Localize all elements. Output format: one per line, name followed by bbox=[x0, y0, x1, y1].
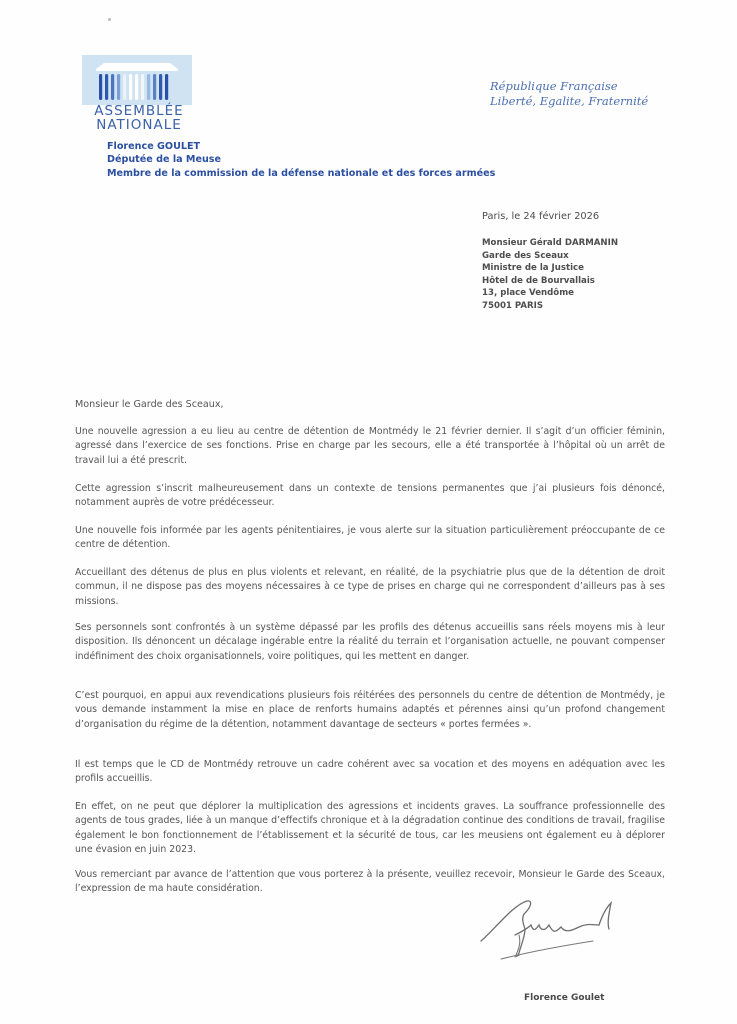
sender-block bbox=[107, 140, 495, 180]
recipient-line: Monsieur Gérald DARMANIN bbox=[482, 238, 619, 248]
recipient-line: 75001 PARIS bbox=[482, 300, 544, 311]
recipient-line: Hôtel de de Bourvallais bbox=[482, 275, 595, 286]
handwritten-signature bbox=[475, 895, 645, 965]
paragraph: Vous remerciant par avance de l’attention que vous porterez à la présente, veuillez recevoir, Monsieur le Garde des Sceaux, l’expression de ma haute considération. bbox=[75, 869, 665, 895]
salutation: Monsieur le Garde des Sceaux, bbox=[75, 399, 224, 410]
paragraph: Il est temps que le CD de Montmédy retrouve un cadre cohérent avec sa vocation et des moyens en adéquation avec les profils accueillis. bbox=[75, 759, 665, 785]
recipient-address bbox=[482, 237, 618, 313]
logo-wordmark bbox=[82, 104, 196, 132]
sender-title: Députée de la Meuse bbox=[107, 154, 222, 166]
sender-role: Membre de la commission de la défense nationale et des forces armées bbox=[107, 167, 496, 179]
logo-line-1: ASSEMBLÉE bbox=[94, 103, 184, 119]
scan-speck bbox=[108, 18, 111, 21]
logo-line-2: NATIONALE bbox=[96, 117, 182, 133]
paragraph: Une nouvelle fois informée par les agents pénitentiaires, je vous alerte sur la situation particulièrement préoccupante de ce centre de détention. bbox=[75, 525, 665, 551]
recipient-line: 13, place Vendôme bbox=[482, 288, 574, 299]
paragraph: Une nouvelle agression a eu lieu au centre de détention de Montmédy le 21 février dernier. Il s’agit d’un officier féminin, agressé dans l’exercice de ses fonctions. Prise en charge par les secours, elle a été transportée à l’hôpital où un arrêt de travail lui a été prescrit. bbox=[75, 426, 665, 466]
sender-name: Florence GOULET bbox=[107, 141, 201, 152]
republic-line-2: Liberté, Egalite, Fraternité bbox=[490, 93, 649, 108]
paragraph: Accueillant des détenus de plus en plus violents et relevant, en réalité, de la psychiatrie plus que de la détention de droit commun, il ne dispose pas des moyens nécessaires à ce type de prises en charge qui ne correspondent d’ailleurs pas à ses missions. bbox=[75, 567, 665, 607]
recipient-line: Ministre de la Justice bbox=[482, 263, 584, 274]
republic-line-1: République Française bbox=[490, 79, 618, 93]
letter-date: Paris, le 24 février 2026 bbox=[482, 211, 600, 222]
paragraph: En effet, on ne peut que déplorer la multiplication des agressions et incidents graves. La souffrance professionnelle des agents de tous grades, liée à un manque d’effectifs chronique et à la dégradation continue des conditions de travail, fragilise également le bon fonctionnement de l’établissement et la sécurité de tous, car les meusiens ont également eu à déplorer une évasion en juin 2023. bbox=[75, 801, 665, 856]
recipient-line: Garde des Sceaux bbox=[482, 250, 569, 261]
paragraph: C’est pourquoi, en appui aux revendications plusieurs fois réitérées des personnels du centre de détention de Montmédy, je vous demande instamment la mise en place de renforts humains adaptés et pérennes ainsi qu’un profond changement d’organisation du régime de la détention, notamment davantage de secteurs « portes fermées ». bbox=[75, 690, 665, 730]
republic-motto bbox=[490, 79, 648, 108]
signer-name: Florence Goulet bbox=[524, 993, 605, 1003]
hemicycle-columns-icon bbox=[82, 55, 192, 105]
assemblee-nationale-logo bbox=[82, 55, 192, 105]
paragraph: Ses personnels sont confrontés à un système dépassé par les profils des détenus accueillis sans réels moyens mis à leur disposition. Ils dénoncent un décalage ingérable entre la réalité du terrain et l’organisation actuelle, ne pouvant compenser indéfiniment des choix organisationnels, voire politiques, qui les mettent en danger. bbox=[75, 622, 665, 662]
paragraph: Cette agression s’inscrit malheureusement dans un contexte de tensions permanentes que j’ai plusieurs fois dénoncé, notamment auprès de votre prédécesseur. bbox=[75, 483, 665, 509]
